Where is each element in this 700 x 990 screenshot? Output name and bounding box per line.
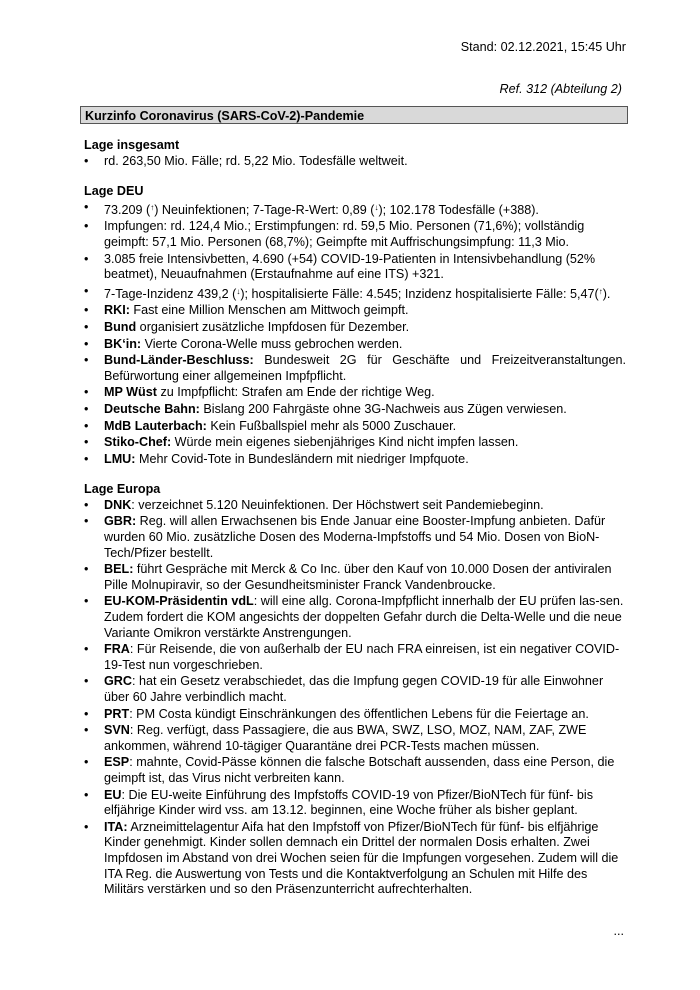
item-text: 7-Tage-Inzidenz 439,2 ( [104, 286, 237, 301]
item-lead: BK‘in: [104, 336, 142, 351]
document-content [84, 138, 626, 913]
list-item [84, 154, 626, 170]
section-heading: Lage Europa [84, 482, 161, 497]
item-text: Arzneimittelagentur Aifa hat den Impfstoff von Pfizer/BioNTech für fünf- bis elfjährige Kinder genehmigt. Kinder sollen demnach ein Drittel der normalen Dosis erhalten. Zwei Impfdosen im Abstand von drei Wochen seien für die Impfungen vorgesehen. Zudem will die ITA Reg. die Auswertung von Tests und die Kontaktverfolgung an Schulen mit Hilfe des Militärs verstärken und so den Präsenzunterricht aufrechterhalten. [104, 819, 619, 897]
item-text: ); hospitalisierte Fälle: 4.545; Inzidenz hospitalisierte Fälle: 5,47( [240, 286, 599, 301]
status-date: Stand: 02.12.2021, 15:45 Uhr [460, 40, 626, 54]
item-text: Würde mein eigenes siebenjähriges Kind nicht impfen lassen. [171, 435, 519, 450]
bullet-icon: • [84, 336, 89, 351]
item-lead: Stiko-Chef: [104, 435, 172, 450]
item-lead: EU [104, 787, 122, 802]
list-item [84, 594, 626, 641]
bullet-icon: • [84, 418, 89, 433]
list-item [84, 562, 626, 593]
bullet-list [84, 200, 626, 468]
bullet-icon: • [84, 303, 89, 318]
item-text: : Reg. verfügt, dass Passagiere, die aus BWA, SWZ, LSO, MOZ, NAM, ZAF, ZWE ankommen, während 10-tägiger Quarantäne drei PCR-Tests machen müssen. [104, 723, 587, 753]
list-item [84, 320, 626, 336]
bullet-icon: • [84, 755, 89, 770]
section-lage-deu [84, 184, 626, 467]
item-lead: FRA [104, 642, 130, 657]
list-item [84, 385, 626, 401]
item-lead: PRT [104, 706, 130, 721]
bullet-icon: • [84, 435, 89, 450]
item-text: 3.085 freie Intensivbetten, 4.690 (+54) COVID-19-Patienten in Intensivbehandlung (52% beatmet), Neuaufnahmen (Erstaufnahme auf eine ITS) +321. [104, 251, 596, 282]
item-text: : Die EU-weite Einführung des Impfstoffs COVID-19 von Pfizer/BioNTech für fünf- bis elfjährige Kinder wird vss. am 13.12. beginnen, eine Woche früher als bisher geplant. [104, 787, 594, 818]
list-item [84, 707, 626, 723]
bullet-list [84, 498, 626, 898]
arrow-down-icon: ↓ [236, 286, 241, 296]
list-item [84, 642, 626, 673]
item-lead: RKI: [104, 303, 130, 318]
item-lead: GBR: [104, 514, 137, 529]
bullet-icon: • [84, 251, 89, 266]
bullet-icon: • [84, 642, 89, 657]
bullet-icon: • [84, 497, 89, 512]
list-item [84, 723, 626, 754]
item-text: Bundesweit 2G für Geschäfte und Freizeitveranstaltungen. Befürwortung einer allgemeinen Impfpflicht. [104, 353, 626, 383]
item-lead: GRC [104, 674, 132, 689]
item-text: Vierte Corona-Welle muss gebrochen werden. [141, 336, 403, 351]
list-item [84, 435, 626, 451]
section-lage-europa [84, 482, 626, 897]
document-title: Kurzinfo Coronavirus (SARS-CoV-2)-Pandemie [80, 106, 628, 124]
list-item [84, 788, 626, 819]
list-item [84, 353, 626, 384]
item-lead: ITA: [104, 819, 128, 834]
item-lead: MdB Lauterbach: [104, 418, 207, 433]
bullet-icon: • [84, 283, 89, 298]
list-item [84, 755, 626, 786]
list-item [84, 303, 626, 319]
item-text: : hat ein Gesetz verabschiedet, das die Impfung gegen COVID-19 für alle Einwohner über 60 Jahre verbindlich macht. [104, 674, 604, 704]
bullet-icon: • [84, 401, 89, 416]
item-text: : mahnte, Covid-Pässe können die falsche Botschaft aussenden, dass eine Person, die geimpft ist, das Virus nicht verbreiten kann. [104, 755, 615, 785]
list-item [84, 219, 626, 250]
bullet-icon: • [84, 723, 89, 738]
list-item [84, 419, 626, 435]
item-lead: EU-KOM-Präsidentin vdL [104, 594, 254, 609]
bullet-icon: • [84, 787, 89, 802]
item-text: Bislang 200 Fahrgäste ohne 3G-Nachweis aus Zügen verwiesen. [199, 401, 567, 416]
item-text: zu Impfpflicht: Strafen am Ende der richtige Weg. [156, 385, 435, 400]
item-text: Mehr Covid-Tote in Bundesländern mit niedriger Impfquote. [135, 451, 469, 466]
item-text: rd. 263,50 Mio. Fälle; rd. 5,22 Mio. Todesfälle weltweit. [104, 153, 408, 168]
bullet-icon: • [84, 706, 89, 721]
item-text: organisiert zusätzliche Impfdosen für Dezember. [136, 319, 410, 334]
item-lead: BEL: [104, 562, 134, 577]
section-lage-insgesamt [84, 138, 626, 169]
bullet-icon: • [84, 219, 89, 234]
item-text: Reg. will allen Erwachsenen bis Ende Januar eine Booster-Impfung anbieten. Dafür wurden 60 Mio. zusätzliche Dosen des Moderna-Impfstoffs und 54 Mio. Dosen von BioN-Tech/Pfizer bestellt. [104, 514, 606, 560]
item-text: führt Gespräche mit Merck & Co Inc. über den Kauf von 10.000 Dosen der antiviralen Pille Molnupiravir, so der Gesundheitsminister Franck Vandenbroucke. [104, 562, 612, 592]
bullet-icon: • [84, 153, 89, 168]
list-item [84, 820, 626, 898]
item-lead: MP Wüst [104, 385, 157, 400]
bullet-icon: • [84, 819, 89, 834]
list-item [84, 498, 626, 514]
list-item [84, 252, 626, 283]
item-lead: Deutsche Bahn: [104, 401, 200, 416]
item-text: Kein Fußballspiel mehr als 5000 Zuschauer. [206, 418, 457, 433]
continuation-marker: ... [613, 924, 624, 938]
bullet-icon: • [84, 353, 89, 368]
item-lead: Bund [104, 319, 137, 334]
item-text: : Für Reisende, die von außerhalb der EU nach FRA einreisen, ist ein negativer COVID-19-Test nun vorgeschrieben. [104, 642, 620, 672]
list-item [84, 452, 626, 468]
bullet-icon: • [84, 514, 89, 529]
item-text: 73.209 ( [104, 202, 151, 217]
bullet-icon: • [84, 319, 89, 334]
list-item [84, 402, 626, 418]
list-item [84, 284, 626, 303]
bullet-icon: • [84, 674, 89, 689]
item-lead: ESP [104, 755, 130, 770]
reference-label: Ref. 312 (Abteilung 2) [499, 82, 622, 96]
list-item [84, 200, 626, 219]
list-item [84, 674, 626, 705]
item-lead: DNK [104, 497, 132, 512]
bullet-list [84, 154, 626, 170]
item-text: ). [602, 286, 611, 301]
item-text: ); 102.178 Todesfälle (+388). [378, 202, 539, 217]
section-heading: Lage insgesamt [84, 138, 180, 152]
item-text: Fast eine Million Menschen am Mittwoch geimpft. [129, 303, 409, 318]
item-lead: LMU: [104, 451, 136, 466]
arrow-down-icon: ↓ [374, 202, 379, 212]
list-item [84, 337, 626, 353]
bullet-icon: • [84, 385, 89, 400]
section-heading: Lage DEU [84, 184, 144, 199]
item-lead: SVN [104, 723, 130, 738]
bullet-icon: • [84, 562, 89, 577]
bullet-icon: • [84, 199, 89, 214]
arrow-up-icon: ↑ [598, 286, 603, 296]
item-text: : will eine allg. Corona-Impfpflicht innerhalb der EU prüfen las-sen. Zudem fordert die KOM angesichts der doppelten Gefahr durch die Delta-Welle und die neue Variante Omikron verstärkte Anstrengungen. [104, 594, 624, 640]
list-item [84, 514, 626, 561]
bullet-icon: • [84, 451, 89, 466]
bullet-icon: • [84, 594, 89, 609]
item-text: ) Neuinfektionen; 7-Tage-R-Wert: 0,89 ( [154, 202, 375, 217]
item-text: : PM Costa kündigt Einschränkungen des öffentlichen Lebens für die Feiertage an. [129, 706, 589, 721]
item-lead: Bund-Länder-Beschluss: [104, 353, 254, 368]
item-text: : verzeichnet 5.120 Neuinfektionen. Der Höchstwert seit Pandemiebeginn. [131, 497, 544, 512]
arrow-up-icon: ↑ [150, 202, 155, 212]
item-text: Impfungen: rd. 124,4 Mio.; Erstimpfungen: rd. 59,5 Mio. Personen (71,6%); vollständig geimpft: 57,1 Mio. Personen (68,7%); Geimpfte mit Auffrischungsimpfung: 11,3 Mio. [104, 219, 585, 249]
